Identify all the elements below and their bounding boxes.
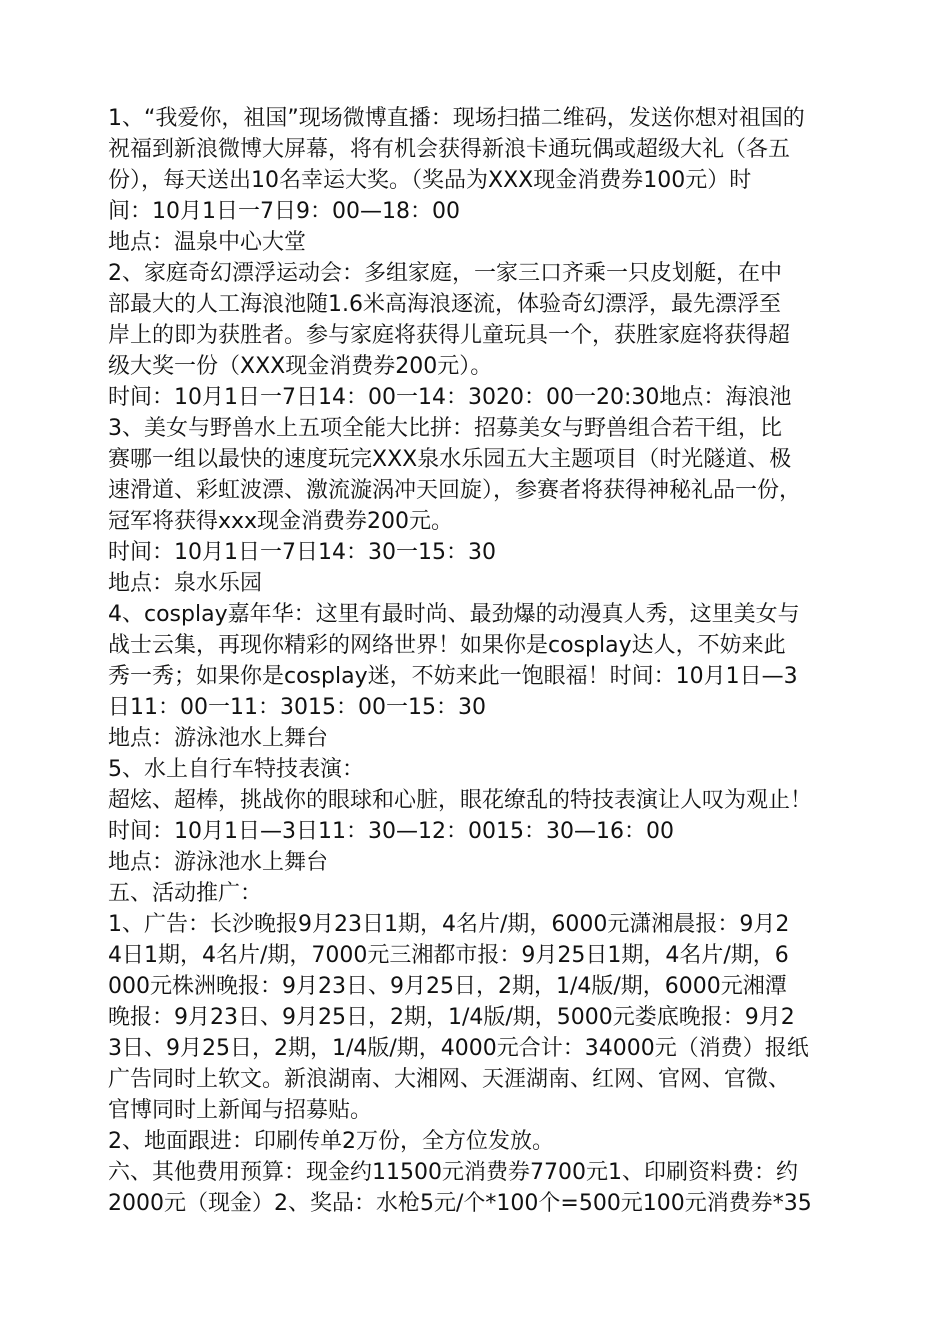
text-line: 时间：10月1日一7日14：30一15：30 [108, 540, 496, 565]
text-line: 晚报：9月23日、9月25日，2期，1/4版/期，5000元娄底晚报：9月2 [108, 1005, 795, 1030]
text-line: 1、广告：长沙晚报9月23日1期，4名片/期，6000元潇湘晨报：9月2 [108, 912, 790, 937]
text-line: 冠军将获得xxx现金消费券200元。 [108, 509, 454, 534]
text-line: 战士云集，再现你精彩的网络世界！如果你是cosplay达人，不妨来此 [108, 633, 786, 658]
text-line: 五、活动推广： [108, 881, 263, 906]
text-line: 时间：10月1日—3日11：30—12：0015：30—16：00 [108, 819, 674, 844]
text-line: 1、“我爱你，祖国”现场微博直播：现场扫描二维码，发送你想对祖国的 [108, 106, 805, 131]
text-line: 岸上的即为获胜者。参与家庭将获得儿童玩具一个，获胜家庭将获得超 [108, 323, 791, 348]
text-line: 级大奖一份（XXX现金消费券200元）。 [108, 354, 493, 379]
text-line: 日11：00一11：3015：00一15：30 [108, 695, 486, 720]
text-line: 4日1期，4名片/期，7000元三湘都市报：9月25日1期，4名片/期，6 [108, 943, 789, 968]
text-line: 3、美女与野兽水上五项全能大比拼：招募美女与野兽组合若干组，比 [108, 416, 782, 441]
text-line: 000元株洲晚报：9月23日、9月25日，2期，1/4版/期，6000元湘潭 [108, 974, 787, 999]
text-line: 时间：10月1日一7日14：00一14：3020：00一20:30地点：海浪池 [108, 385, 792, 410]
text-line: 2000元（现金）2、奖品：水枪5元/个*100个=500元100元消费券*35 [108, 1191, 812, 1216]
text-line: 间：10月1日一7日9：00—18：00 [108, 199, 460, 224]
text-line: 部最大的人工海浪池随1.6米高海浪逐流，体验奇幻漂浮，最先漂浮至 [108, 292, 781, 317]
text-line: 地点：游泳池水上舞台 [108, 850, 329, 875]
text-line: 2、地面跟进：印刷传单2万份，全方位发放。 [108, 1129, 554, 1154]
text-line: 3日、9月25日，2期，1/4版/期，4000元合计：34000元（消费）报纸 [108, 1036, 809, 1061]
text-line: 份），每天送出10名幸运大奖。（奖品为XXX现金消费券100元）时 [108, 168, 752, 193]
text-line: 六、其他费用预算：现金约11500元消费券7700元1、印刷资料费：约 [108, 1160, 798, 1185]
text-line: 地点：游泳池水上舞台 [108, 726, 329, 751]
text-line: 祝福到新浪微博大屏幕，将有机会获得新浪卡通玩偶或超级大礼（各五 [108, 137, 791, 162]
text-line: 超炫、超棒，挑战你的眼球和心脏，眼花缭乱的特技表演让人叹为观止！ [108, 788, 813, 813]
text-line: 5、水上自行车特技表演： [108, 757, 364, 782]
text-line: 地点：泉水乐园 [108, 571, 263, 596]
text-line: 官博同时上新闻与招募贴。 [108, 1098, 373, 1123]
document-body [108, 103, 848, 1219]
text-line: 秀一秀；如果你是cosplay迷，不妨来此一饱眼福！时间：10月1日—3 [108, 664, 798, 689]
text-line: 4、cosplay嘉年华：这里有最时尚、最劲爆的动漫真人秀，这里美女与 [108, 602, 800, 627]
text-line: 地点：温泉中心大堂 [108, 230, 307, 255]
text-line: 速滑道、彩虹波漂、激流漩涡冲天回旋），参赛者将获得神秘礼品一份， [108, 478, 802, 503]
text-line: 赛哪一组以最快的速度玩完XXX泉水乐园五大主题项目（时光隧道、极 [108, 447, 792, 472]
text-line: 广告同时上软文。新浪湖南、大湘网、天涯湖南、红网、官网、官微、 [108, 1067, 791, 1092]
text-line: 2、家庭奇幻漂浮运动会：多组家庭，一家三口齐乘一只皮划艇，在中 [108, 261, 782, 286]
